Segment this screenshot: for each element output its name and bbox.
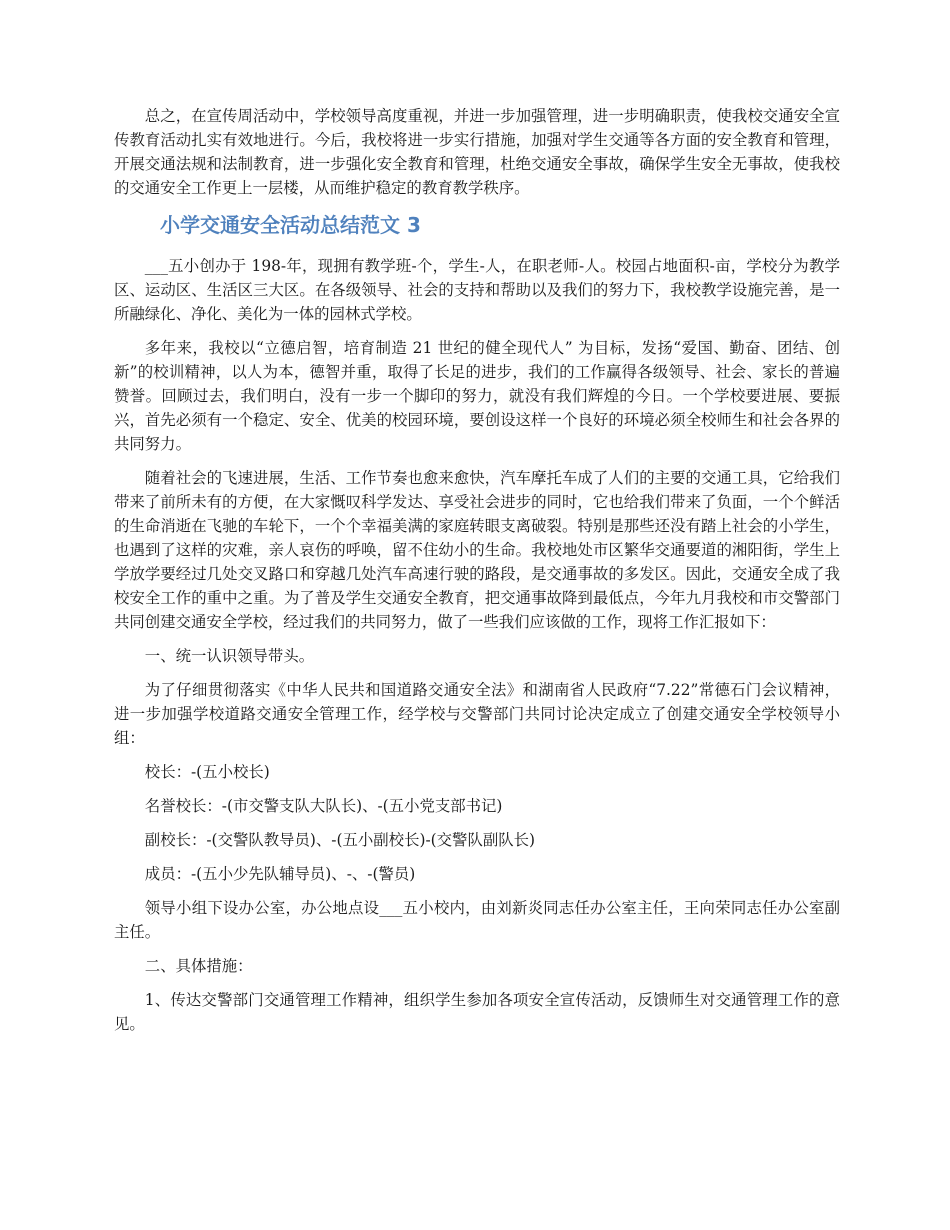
intro-paragraph: 总之，在宣传周活动中，学校领导高度重视，并进一步加强管理，进一步明确职责，使我校交通安全宣传教育活动扎实有效地进行。今后，我校将进一步实行措施，加强对学生交通等各方面的安全教育和管理，开展交通法规和法制教育，进一步强化安全教育和管理，杜绝交通安全事故，确保学生安全无事故，使我校的交通安全工作更上一层楼，从而维护稳定的教育教学秩序。 [114,107,840,197]
paragraph-leadership-group: 为了仔细贯彻落实《中华人民共和国道路交通安全法》和湖南省人民政府“7.22”常德石门会议精神，进一步加强学校道路交通安全管理工作，经学校与交警部门共同讨论决定成立了创建交通安全学校领导小组： [114,681,840,747]
member-honorary-principal: 名誉校长：-(市交警支队大队长)、-(五小党支部书记) [144,797,503,815]
section-one-title: 一、统一认识领导带头。 [144,647,315,665]
paragraph-school-intro: ___五小创办于 198-年，现拥有教学班-个，学生-人，在职老师-人。校园占地面积-亩，学校分为教学区、运动区、生活区三大区。在各级领导、社会的支持和帮助以及我们的努力下，我校教学设施完善，是一所融绿化、净化、美化为一体的园林式学校。 [114,257,840,323]
paragraph-background: 随着社会的飞速进展，生活、工作节奏也愈来愈快，汽车摩托车成了人们的主要的交通工具，它给我们带来了前所未有的方便，在大家慨叹科学发达、享受社会进步的同时，它也给我们带来了负面，一个个鲜活的生命消逝在飞驰的车轮下，一个个幸福美满的家庭转眼支离破裂。特别是那些还没有踏上社会的小学生，也遇到了这样的灾难，亲人哀伤的呼唤，留不住幼小的生命。我校地处市区繁华交通要道的湘阳街，学生上学放学要经过几处交叉路口和穿越几处汽车高速行驶的路段，是交通事故的多发区。因此，交通安全成了我校安全工作的重中之重。为了普及学生交通安全教育，把交通事故降到最低点，今年九月我校和市交警部门共同创建交通安全学校，经过我们的共同努力，做了一些我们应该做的工作，现将工作汇报如下： [114,469,840,631]
member-vice-principal: 副校长：-(交警队教导员)、-(五小副校长)-(交警队副队长) [144,831,536,849]
paragraph-office: 领导小组下设办公室，办公地点设___五小校内，由刘新炎同志任办公室主任，王向荣同志任办公室副主任。 [114,899,840,941]
paragraph-goals: 多年来，我校以“立德启智，培育制造 21 世纪的健全现代人” 为目标，发扬“爱国、勤奋、团结、创新”的校训精神，以人为本，德智并重，取得了长足的进步，我们的工作赢得各级领导、社会、家长的普遍赞誉。回顾过去，我们明白，没有一步一个脚印的努力，就没有我们辉煌的今日。一个学校要进展、要振兴，首先必须有一个稳定、安全、优美的校园环境，要创设这样一个良好的环境必须全校师生和社会各界的共同努力。 [114,339,840,453]
section-two-title: 二、具体措施： [144,957,253,975]
member-principal: 校长：-(五小校长) [144,763,270,781]
document-page [114,104,840,1046]
member-members: 成员：-(五小少先队辅导员)、-、-(警员) [144,865,416,883]
section-heading: 小学交通安全活动总结范文 3 [160,213,421,237]
measure-item-1: 1、传达交警部门交通管理工作精神，组织学生参加各项安全宣传活动，反馈师生对交通管理工作的意见。 [114,991,840,1033]
